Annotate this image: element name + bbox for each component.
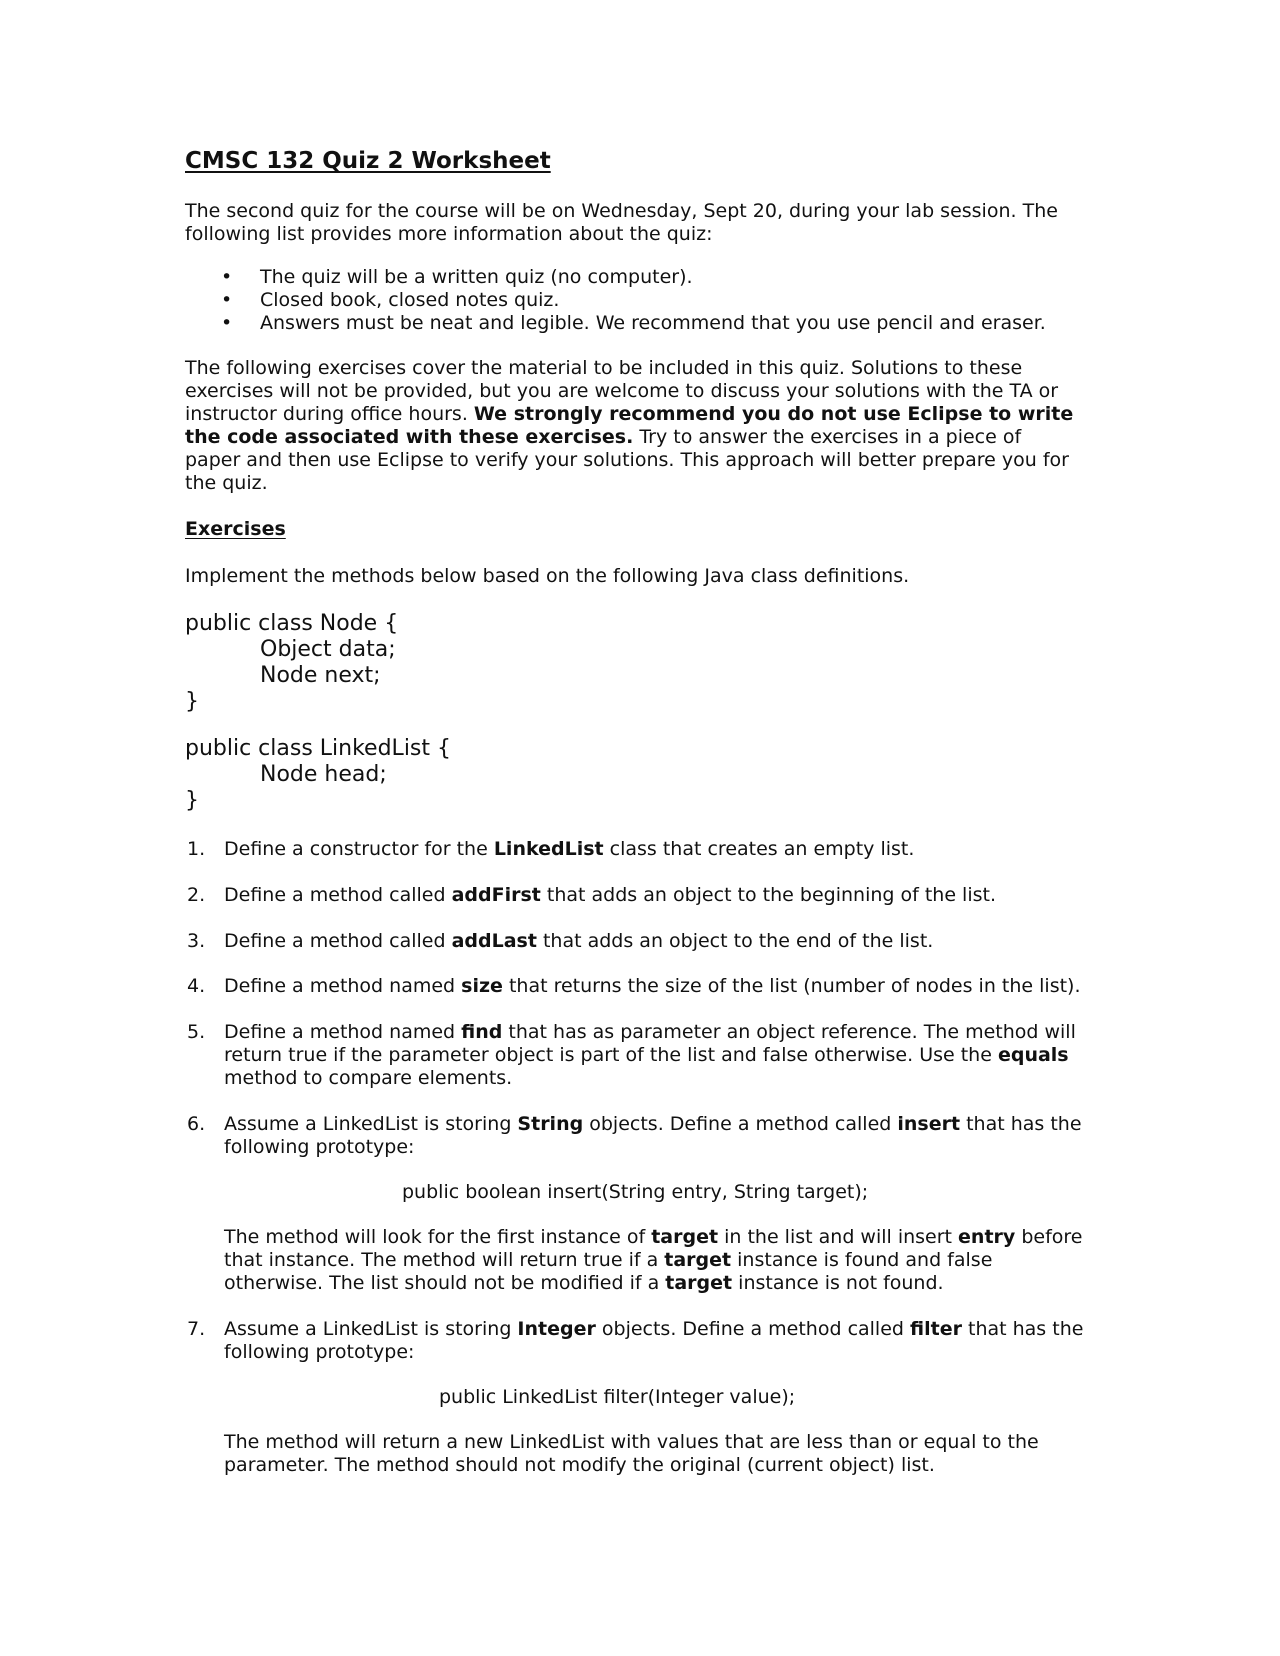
para2-line-3-text: instructor during office hours. xyxy=(185,403,474,425)
exercise-1-text-end: class that creates an empty list. xyxy=(603,838,915,860)
exercise-3 xyxy=(224,930,933,953)
exercise-1-keyword: LinkedList xyxy=(493,838,604,860)
exercise-2 xyxy=(224,884,996,907)
exercise-number: 1. xyxy=(187,838,206,860)
exercise-4-text: Define a method named xyxy=(224,975,462,997)
exercise-6-desc-3: before xyxy=(1015,1226,1083,1248)
exercise-number: 5. xyxy=(187,1021,206,1043)
linkedlist-head-field: Node head; xyxy=(260,762,387,787)
node-next-field: Node next; xyxy=(260,663,381,688)
exercise-5-line-1 xyxy=(224,1021,1076,1044)
exercise-6-text: Assume a LinkedList is storing xyxy=(224,1113,518,1135)
exercise-6-desc: The method will look for the first instance of xyxy=(224,1226,652,1248)
exercise-3-text: Define a method called xyxy=(224,930,452,952)
node-class-close: } xyxy=(185,689,199,714)
exercise-number: 4. xyxy=(187,975,206,997)
exercise-1-text: Define a constructor for the xyxy=(224,838,494,860)
para2-line-4 xyxy=(185,426,1021,449)
exercise-7-line-1 xyxy=(224,1318,1083,1341)
exercise-5-line-3: method to compare elements. xyxy=(224,1067,513,1089)
exercise-7-text-3: that has the xyxy=(961,1318,1084,1340)
exercise-6-desc-2: in the list and will insert xyxy=(718,1226,959,1248)
exercise-4 xyxy=(224,975,1081,998)
bullet-dot: • xyxy=(221,312,233,334)
exercise-6-desc-6: otherwise. The list should not be modified if a xyxy=(224,1272,666,1294)
para2-line-5: paper and then use Eclipse to verify your solutions. This approach will better prepare you for xyxy=(185,449,1069,471)
exercise-6-line-4 xyxy=(224,1249,992,1272)
exercise-7-text: Assume a LinkedList is storing xyxy=(224,1318,518,1340)
node-data-field: Object data; xyxy=(260,637,396,662)
exercise-3-keyword: addLast xyxy=(451,930,537,952)
exercise-6-keyword: String xyxy=(517,1113,584,1135)
exercise-5-keyword-2: equals xyxy=(997,1044,1069,1066)
bullet-item-2: Closed book, closed notes quiz. xyxy=(260,289,560,311)
exercise-number: 2. xyxy=(187,884,206,906)
exercise-number: 6. xyxy=(187,1113,206,1135)
implement-line: Implement the methods below based on the following Java class definitions. xyxy=(185,565,910,587)
exercise-6-text-2: objects. Define a method called xyxy=(583,1113,898,1135)
linkedlist-class-decl: public class LinkedList { xyxy=(185,736,452,761)
exercise-7-line-3: The method will return a new LinkedList with values that are less than or equal to the xyxy=(224,1431,1039,1453)
exercise-1 xyxy=(224,838,914,861)
exercise-6-desc-5: instance is found and false xyxy=(731,1249,993,1271)
exercise-6-line-1 xyxy=(224,1113,1082,1136)
para2-line-4-text: Try to answer the exercises in a piece of xyxy=(633,426,1022,448)
para2-line-2: exercises will not be provided, but you are welcome to discuss your solutions with the TA or xyxy=(185,380,1059,402)
bullet-dot: • xyxy=(221,289,233,311)
exercise-7-line-2: following prototype: xyxy=(224,1341,415,1363)
exercise-5-keyword: find xyxy=(461,1021,503,1043)
exercise-6-desc-4: that instance. The method will return true if a xyxy=(224,1249,665,1271)
exercise-6-target: target xyxy=(651,1226,719,1248)
node-class-decl: public class Node { xyxy=(185,611,399,636)
linkedlist-class-close: } xyxy=(185,788,199,813)
exercise-6-line-2: following prototype: xyxy=(224,1136,415,1158)
exercise-7-prototype: public LinkedList filter(Integer value); xyxy=(439,1386,796,1408)
exercise-5-text-end: that has as parameter an object reference. The method will xyxy=(502,1021,1076,1043)
exercise-6-text-3: that has the xyxy=(960,1113,1082,1135)
exercise-5-line-2 xyxy=(224,1044,1069,1067)
page-title: CMSC 132 Quiz 2 Worksheet xyxy=(185,148,551,174)
exercise-6-prototype: public boolean insert(String entry, String target); xyxy=(402,1181,869,1203)
exercise-6-line-5 xyxy=(224,1272,944,1295)
exercise-6-target-2: target xyxy=(664,1249,732,1271)
exercise-3-text-end: that adds an object to the end of the list. xyxy=(536,930,934,952)
exercise-4-keyword: size xyxy=(461,975,503,997)
exercise-number: 7. xyxy=(187,1318,206,1340)
exercise-6-keyword-2: insert xyxy=(897,1113,961,1135)
exercise-2-keyword: addFirst xyxy=(451,884,541,906)
exercise-5-text-2: return true if the parameter object is part of the list and false otherwise. Use the xyxy=(224,1044,998,1066)
exercise-5-text: Define a method named xyxy=(224,1021,462,1043)
exercise-6-target-3: target xyxy=(665,1272,733,1294)
exercise-2-text: Define a method called xyxy=(224,884,452,906)
bullet-dot: • xyxy=(221,266,233,288)
exercise-2-text-end: that adds an object to the beginning of the list. xyxy=(540,884,997,906)
exercise-7-keyword-2: filter xyxy=(910,1318,962,1340)
exercise-7-text-2: objects. Define a method called xyxy=(595,1318,911,1340)
para2-line-6: the quiz. xyxy=(185,472,268,494)
para2-line-1: The following exercises cover the material to be included in this quiz. Solutions to these xyxy=(185,357,1023,379)
eclipse-warning-cont: the code associated with these exercises. xyxy=(185,426,634,448)
exercise-number: 3. xyxy=(187,930,206,952)
para2-line-3 xyxy=(185,403,1073,426)
bullet-item-1: The quiz will be a written quiz (no computer). xyxy=(260,266,693,288)
exercises-heading: Exercises xyxy=(185,518,286,540)
eclipse-warning: We strongly recommend you do not use Eclipse to write xyxy=(473,403,1074,425)
exercise-6-line-3 xyxy=(224,1226,1083,1249)
intro-line-2: following list provides more information about the quiz: xyxy=(185,223,713,245)
bullet-item-3: Answers must be neat and legible. We recommend that you use pencil and eraser. xyxy=(260,312,1046,334)
exercise-7-line-4: parameter. The method should not modify the original (current object) list. xyxy=(224,1454,935,1476)
intro-line-1: The second quiz for the course will be on Wednesday, Sept 20, during your lab session. The xyxy=(185,200,1058,222)
exercise-4-text-end: that returns the size of the list (number of nodes in the list). xyxy=(502,975,1081,997)
exercise-6-desc-7: instance is not found. xyxy=(732,1272,944,1294)
exercise-6-entry: entry xyxy=(958,1226,1016,1248)
exercise-7-keyword: Integer xyxy=(517,1318,596,1340)
